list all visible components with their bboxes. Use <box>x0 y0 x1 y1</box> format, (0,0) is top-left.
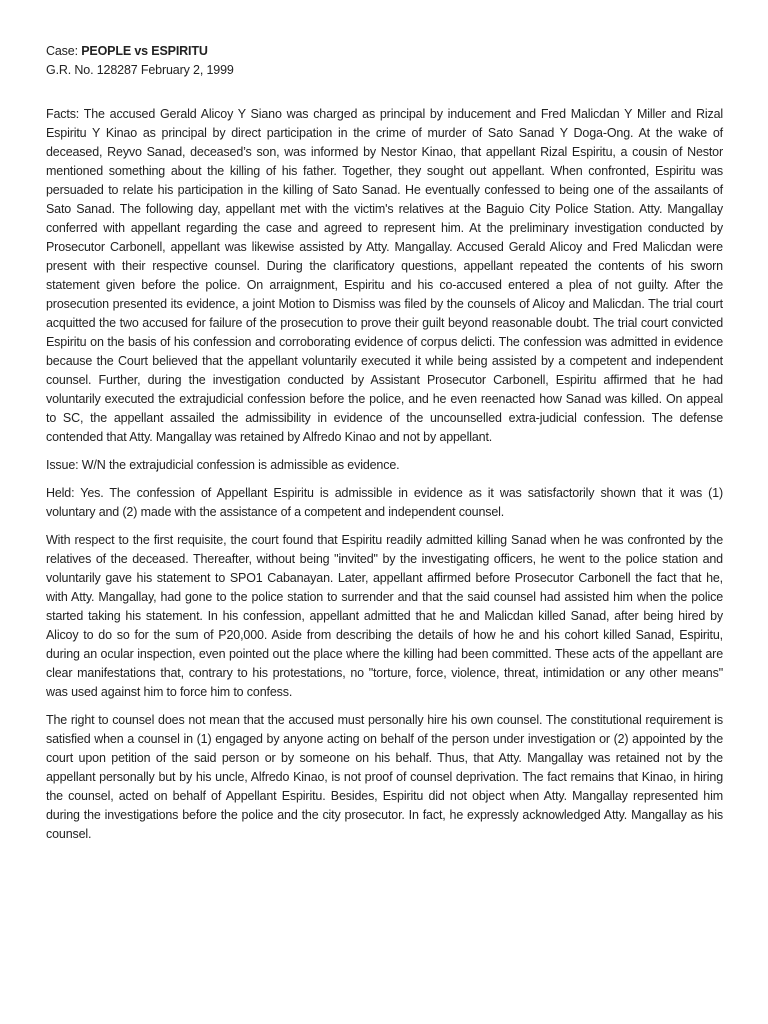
document-page <box>46 42 723 853</box>
first-requisite-paragraph: With respect to the first requisite, the court found that Espiritu readily admitted killing Sanad when he was confronted by the relatives of the deceased. Thereafter, without being "invited" by the investigating officers, he went to the police station and voluntarily gave his statement to SPO1 Cabanayan. Later, appellant affirmed before Prosecutor Carbonell the fact that he, with Atty. Mangallay, had gone to the police station to surrender and that the said counsel had assisted him when the police started taking his statement. In his confession, appellant admitted that he and Malicdan killed Sanad, after being hired by Alicoy to do so for the sum of P20,000. Aside from describing the details of how he and his cohort killed Sanad, Espiritu, during an ocular inspection, even pointed out the place where the killing had been committed. These acts of the appellant are clear manifestations that, contrary to his protestations, no "torture, force, violence, threat, intimidation or any other means" was used against him to force him to confess. <box>46 533 723 699</box>
case-line <box>46 42 723 61</box>
issue-paragraph: Issue: W/N the extrajudicial confession is admissible as evidence. <box>46 458 400 472</box>
right-to-counsel-paragraph: The right to counsel does not mean that the accused must personally hire his own counsel. The constitutional requirement is satisfied when a counsel in (1) engaged by anyone acting on behalf of the person under investigation or (2) appointed by the court upon petition of the said person or by someone on his behalf. Thus, that Atty. Mangallay was retained not by the appellant personally but by his uncle, Alfredo Kinao, is not proof of counsel deprivation. The fact remains that Kinao, in hiring the counsel, acted on behalf of Appellant Espiritu. Besides, Espiritu did not object when Atty. Mangallay represented him during the investigations before the police and the city prosecutor. In fact, he expressly acknowledged Atty. Mangallay as his counsel. <box>46 713 723 841</box>
gr-number: G.R. No. 128287 February 2, 1999 <box>46 63 234 77</box>
facts-paragraph: Facts: The accused Gerald Alicoy Y Siano was charged as principal by inducement and Fred Malicdan Y Miller and Rizal Espiritu Y Kinao as principal by direct participation in the crime of murder of Sato Sanad Y Doga-Ong. At the wake of deceased, Reyvo Sanad, deceased’s son, was informed by Nestor Kinao, that appellant Rizal Espiritu, a cousin of Nestor mentioned something about the killing of his father. Together, they sought out appellant. When confronted, Espiritu was persuaded to relate his participation in the killing of Sato Sanad. He eventually confessed to being one of the assailants of Sato Sanad. The following day, appellant met with the victim's relatives at the Baguio City Police Station. Atty. Mangallay conferred with appellant regarding the case and agreed to represent him. At the preliminary investigation conducted by Prosecutor Carbonell, appellant was likewise assisted by Atty. Mangallay. Accused Gerald Alicoy and Fred Malicdan were present with their respective counsel. During the clarificatory questions, appellant repeated the contents of his sworn statement given before the police. On arraignment, Espiritu and his co-accused entered a plea of not guilty. After the prosecution presented its evidence, a joint Motion to Dismiss was filed by the counsels of Alicoy and Malicdan. The trial court acquitted the two accused for failure of the prosecution to prove their guilt beyond reasonable doubt. The trial court convicted Espiritu on the basis of his confession and corroborating evidence of corpus delicti. The confession was admitted in evidence because the Court believed that the appellant voluntarily executed it while being assisted by a competent and independent counsel. Further, during the investigation conducted by Assistant Prosecutor Carbonell, Espiritu affirmed that he had voluntarily executed the extrajudicial confession before the police, and he even reenacted how Sanad was killed. On appeal to SC, the appellant assailed the admissibility in evidence of the uncounselled extra-judicial confession. The defense contended that Atty. Mangallay was retained by Alfredo Kinao and not by appellant. <box>46 107 723 444</box>
case-label: Case: <box>46 44 82 58</box>
case-title: PEOPLE vs ESPIRITU <box>81 44 208 58</box>
held-paragraph: Held: Yes. The confession of Appellant Espiritu is admissible in evidence as it was satisfactorily shown that it was (1) voluntary and (2) made with the assistance of a competent and independent counsel. <box>46 486 723 519</box>
case-header <box>46 42 723 80</box>
